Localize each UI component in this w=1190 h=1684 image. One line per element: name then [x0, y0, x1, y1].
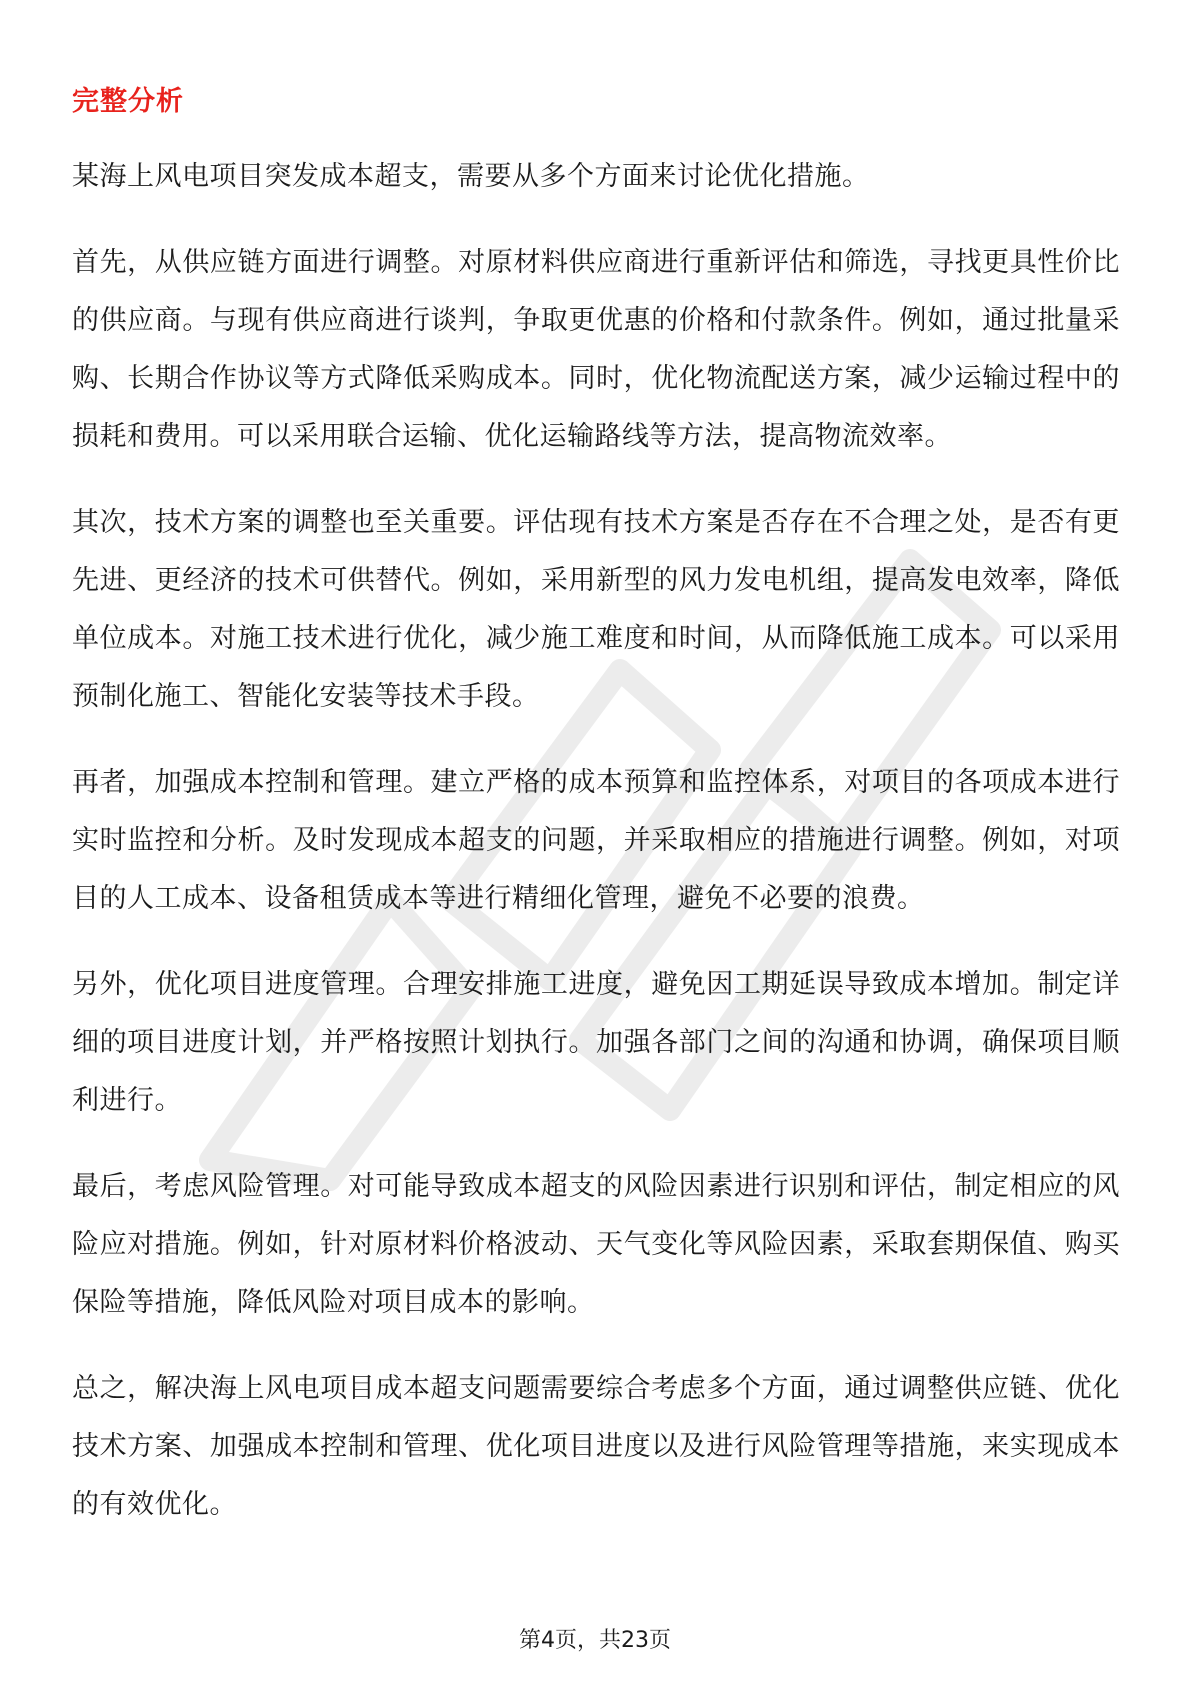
paragraph-technical-plan: 其次，技术方案的调整也至关重要。评估现有技术方案是否存在不合理之处，是否有更先进、更经济的技术可供替代。例如，采用新型的风力发电机组，提高发电效率，降低单位成本。对施工技术进行优化，减少施工难度和时间，从而降低施工成本。可以采用预制化施工、智能化安装等技术手段。	[72, 507, 1120, 712]
paragraph-supply-chain: 首先，从供应链方面进行调整。对原材料供应商进行重新评估和筛选，寻找更具性价比的供应商。与现有供应商进行谈判，争取更优惠的价格和付款条件。例如，通过批量采购、长期合作协议等方式降低采购成本。同时，优化物流配送方案，减少运输过程中的损耗和费用。可以采用联合运输、优化运输路线等方法，提高物流效率。	[72, 247, 1120, 452]
document-page	[72, 82, 1120, 1562]
paragraph-risk: 最后，考虑风险管理。对可能导致成本超支的风险因素进行识别和评估，制定相应的风险应对措施。例如，针对原材料价格波动、天气变化等风险因素，采取套期保值、购买保险等措施，降低风险对项目成本的影响。	[72, 1171, 1120, 1318]
paragraph-intro: 某海上风电项目突发成本超支，需要从多个方面来讨论优化措施。	[72, 161, 870, 192]
paragraph-schedule: 另外，优化项目进度管理。合理安排施工进度，避免因工期延误导致成本增加。制定详细的项目进度计划，并严格按照计划执行。加强各部门之间的沟通和协调，确保项目顺利进行。	[72, 969, 1120, 1116]
paragraph-conclusion: 总之，解决海上风电项目成本超支问题需要综合考虑多个方面，通过调整供应链、优化技术方案、加强成本控制和管理、优化项目进度以及进行风险管理等措施，来实现成本的有效优化。	[72, 1373, 1120, 1520]
page-number: 第4页，共23页	[519, 1628, 671, 1653]
section-title: 完整分析	[72, 86, 184, 117]
paragraph-cost-control: 再者，加强成本控制和管理。建立严格的成本预算和监控体系，对项目的各项成本进行实时监控和分析。及时发现成本超支的问题，并采取相应的措施进行调整。例如，对项目的人工成本、设备租赁成本等进行精细化管理，避免不必要的浪费。	[72, 767, 1120, 914]
